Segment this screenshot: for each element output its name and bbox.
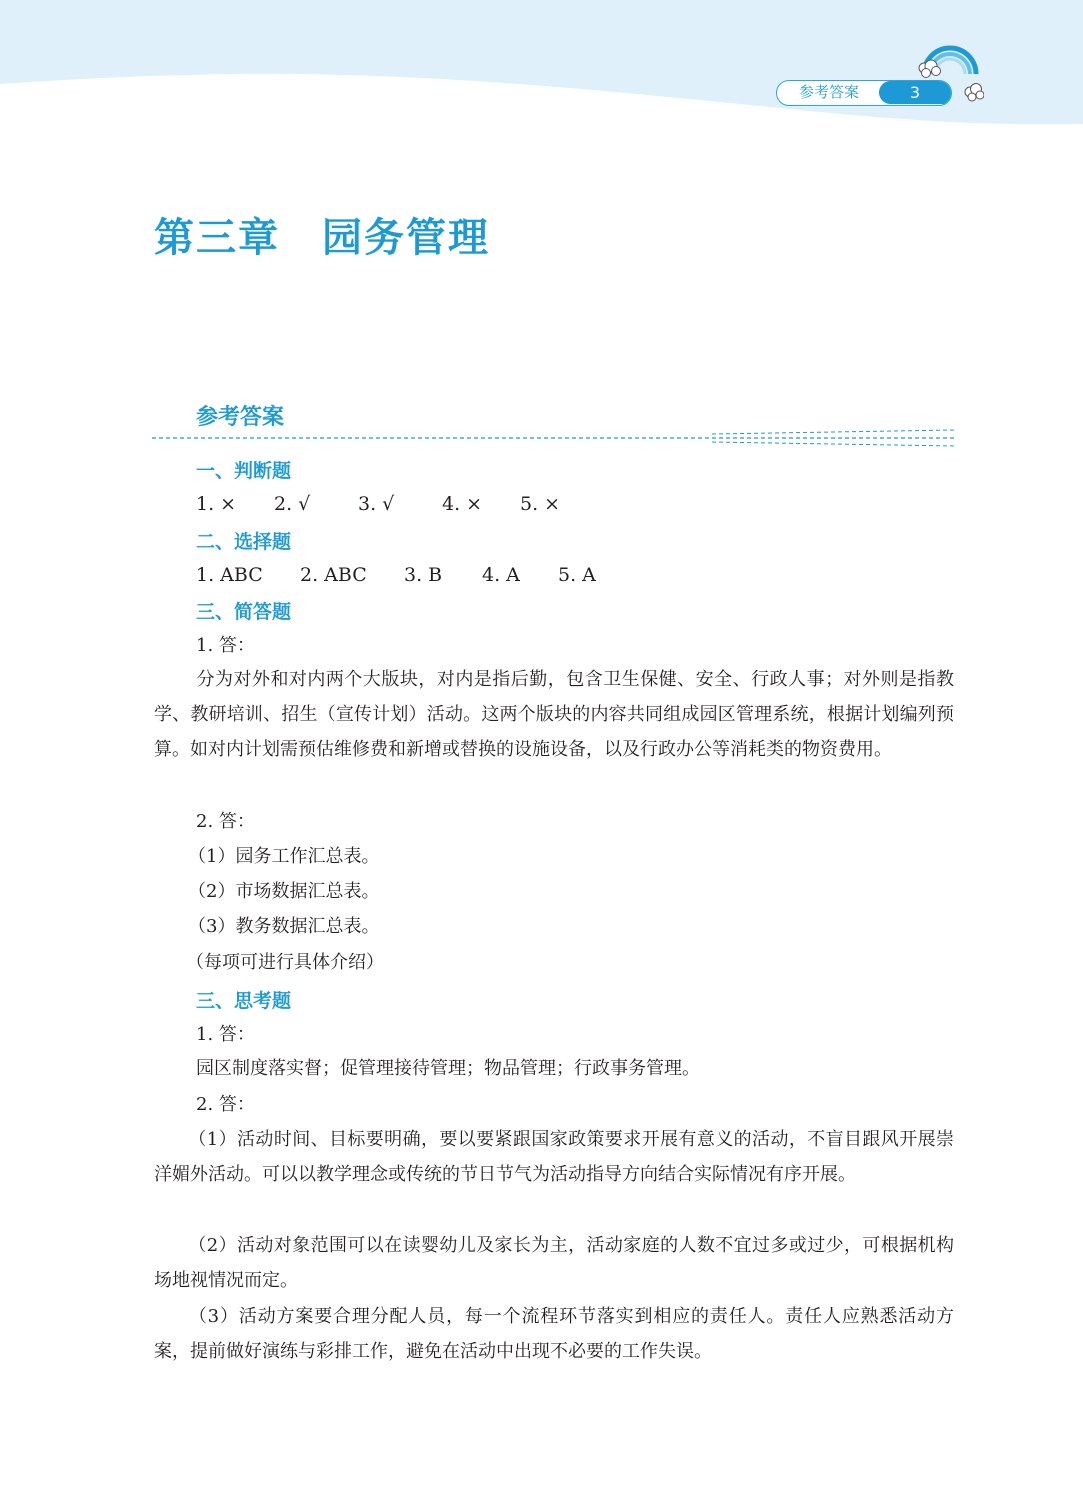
- short-answer-q1-label: 1. 答：: [196, 635, 255, 656]
- short-answer-q2-note: （每项可进行具体介绍）: [186, 952, 384, 973]
- judgment-answer: 2. √: [274, 493, 311, 515]
- judgment-answer: 3. √: [358, 493, 395, 515]
- header-tab: [776, 80, 952, 106]
- short-answer-q1-text: 分为对外和对内两个大版块，对内是指后勤，包含卫生保健、安全、行政人事；对外则是指教学、教研培训、招生（宣传计划）活动。这两个版块的内容共同组成园区管理系统，根据计划编列预算。如对内计划需预估维修费和新增或替换的设施设备，以及行政办公等消耗类的物资费用。: [154, 669, 954, 760]
- choice-answer: 5. A: [558, 564, 596, 586]
- short-answer-q2-item: （2）市场数据汇总表。: [188, 881, 380, 902]
- thinking-heading: 三、思考题: [196, 990, 292, 1012]
- judgment-answer: 1. ×: [196, 493, 237, 515]
- section-divider: [152, 428, 954, 448]
- choice-heading: 二、选择题: [196, 531, 292, 553]
- short-answer-q2-item: （3）教务数据汇总表。: [188, 916, 380, 937]
- page-number-badge: 3: [879, 81, 951, 104]
- choice-answer: 3. B: [404, 564, 443, 586]
- thinking-q1-label: 1. 答：: [196, 1024, 255, 1045]
- short-answer-q2-item: （1）园务工作汇总表。: [188, 846, 380, 867]
- thinking-q2-paragraph-1: [154, 1122, 954, 1192]
- judgment-answer: 4. ×: [442, 493, 483, 515]
- thinking-q2-paragraph-2: [154, 1228, 954, 1298]
- thinking-q2-p3-text: （3）活动方案要合理分配人员，每一个流程环节落实到相应的责任人。责任人应熟悉活动方案，提前做好演练与彩排工作，避免在活动中出现不必要的工作失误。: [154, 1306, 954, 1362]
- judgment-heading: 一、判断题: [196, 460, 292, 482]
- thinking-q2-p1-text: （1）活动时间、目标要明确，要以要紧跟国家政策要求开展有意义的活动，不盲目跟风开展崇洋媚外活动。可以以教学理念或传统的节日节气为活动指导方向结合实际情况有序开展。: [154, 1129, 954, 1185]
- short-answer-q1-paragraph: [154, 662, 954, 767]
- thinking-q2-paragraph-3: [154, 1299, 954, 1369]
- short-answer-heading: 三、简答题: [196, 601, 292, 623]
- section-title: 参考答案: [196, 405, 285, 430]
- thinking-q1-text: 园区制度落实督；促管理接待管理；物品管理；行政事务管理。: [196, 1058, 700, 1079]
- header-tab-label: 参考答案: [798, 83, 859, 101]
- choice-answer: 2. ABC: [300, 564, 367, 586]
- chapter-title: 第三章 园务管理: [154, 214, 490, 261]
- choice-answer: 1. ABC: [196, 564, 263, 586]
- thinking-q2-label: 2. 答：: [196, 1094, 255, 1115]
- judgment-answer: 5. ×: [520, 493, 561, 515]
- choice-answer: 4. A: [482, 564, 520, 586]
- short-answer-q2-label: 2. 答：: [196, 811, 255, 832]
- thinking-q2-p2-text: （2）活动对象范围可以在读婴幼儿及家长为主，活动家庭的人数不宜过多或过少，可根据机构场地视情况而定。: [154, 1235, 954, 1291]
